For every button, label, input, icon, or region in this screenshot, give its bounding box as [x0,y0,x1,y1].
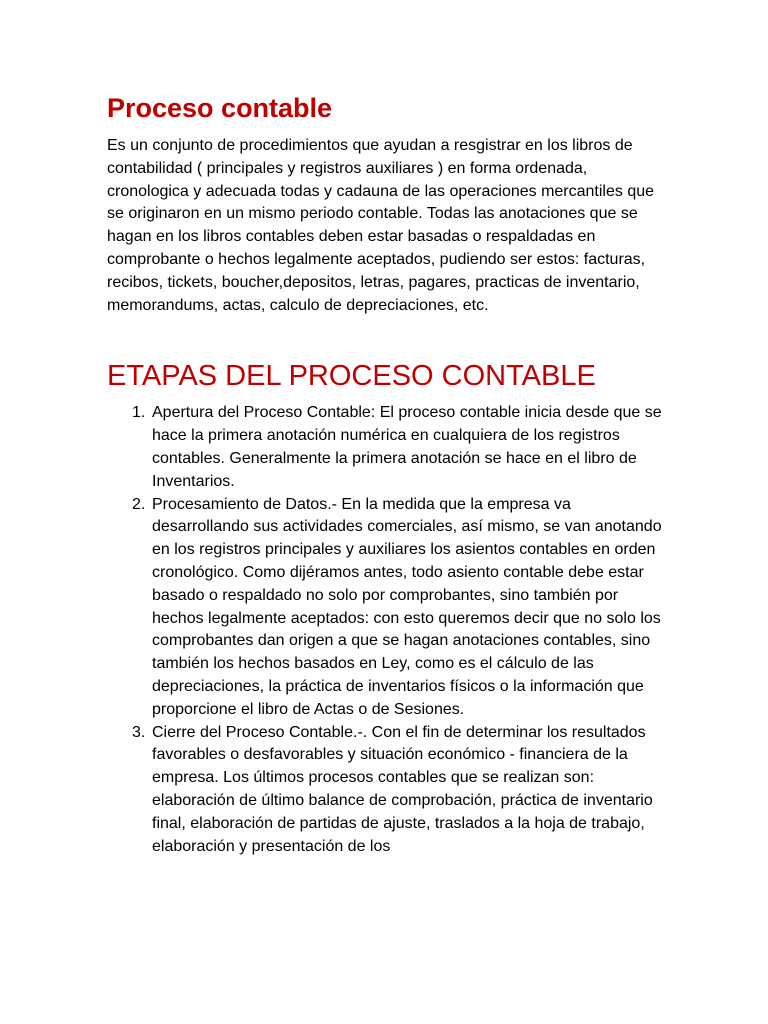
list-item-text: Apertura del Proceso Contable: El proceso contable inicia desde que se hace la primera anotación numérica en cualquiera de los registros contables. Generalmente la primera anotación se hace en el libro de Inventarios. [152,404,662,490]
document-page [107,88,667,858]
steps-list [107,402,667,858]
list-item [107,402,667,493]
list-item [107,722,667,859]
intro-paragraph: Es un conjunto de procedimientos que ayudan a resgistrar en los libros de contabilidad ( principales y registros auxiliares ) en forma ordenada, cronologica y adecuada todas y cadauna de las operaciones mercantiles que se originaron en un mismo periodo contable. Todas las anotaciones que se hagan en los libros contables deben estar basadas o respaldadas en comprobante o hechos legalmente aceptados, pudiendo ser estos: facturas, recibos, tickets, boucher,depositos, letras, pagares, practicas de inventario, memorandums, actas, calculo de depreciaciones, etc. [107,137,655,314]
list-item-number: 3. [132,723,146,741]
list-item-text: Cierre del Proceso Contable.-. Con el fin de determinar los resultados favorables o desfavorables y situación económico - financiera de la empresa. Los últimos procesos contables que se realizan son: elaboración de último balance de comprobación, práctica de inventario final, elaboración de partidas de ajuste, traslados a la hoja de trabajo, elaboración y presentación de los [152,723,653,855]
list-item-number: 2. [132,495,146,513]
list-item [107,494,667,722]
section-heading: ETAPAS DEL PROCESO CONTABLE [107,360,596,393]
document-title: Proceso contable [107,93,333,123]
list-item-number: 1. [132,404,146,422]
list-item-text: Procesamiento de Datos.- En la medida que la empresa va desarrollando sus actividades comerciales, así mismo, se van anotando en los registros principales y auxiliares los asientos contables en orden cronológico. Como dijéramos antes, todo asiento contable debe estar basado o respaldado no solo por comprobantes, sino también por hechos legalmente aceptados: con esto queremos decir que no solo los comprobantes dan origen a que se hagan anotaciones contables, sino también los hechos basados en Ley, como es el cálculo de las depreciaciones, la práctica de inventarios físicos o la información que proporcione el libro de Actas o de Sesiones. [152,495,662,718]
